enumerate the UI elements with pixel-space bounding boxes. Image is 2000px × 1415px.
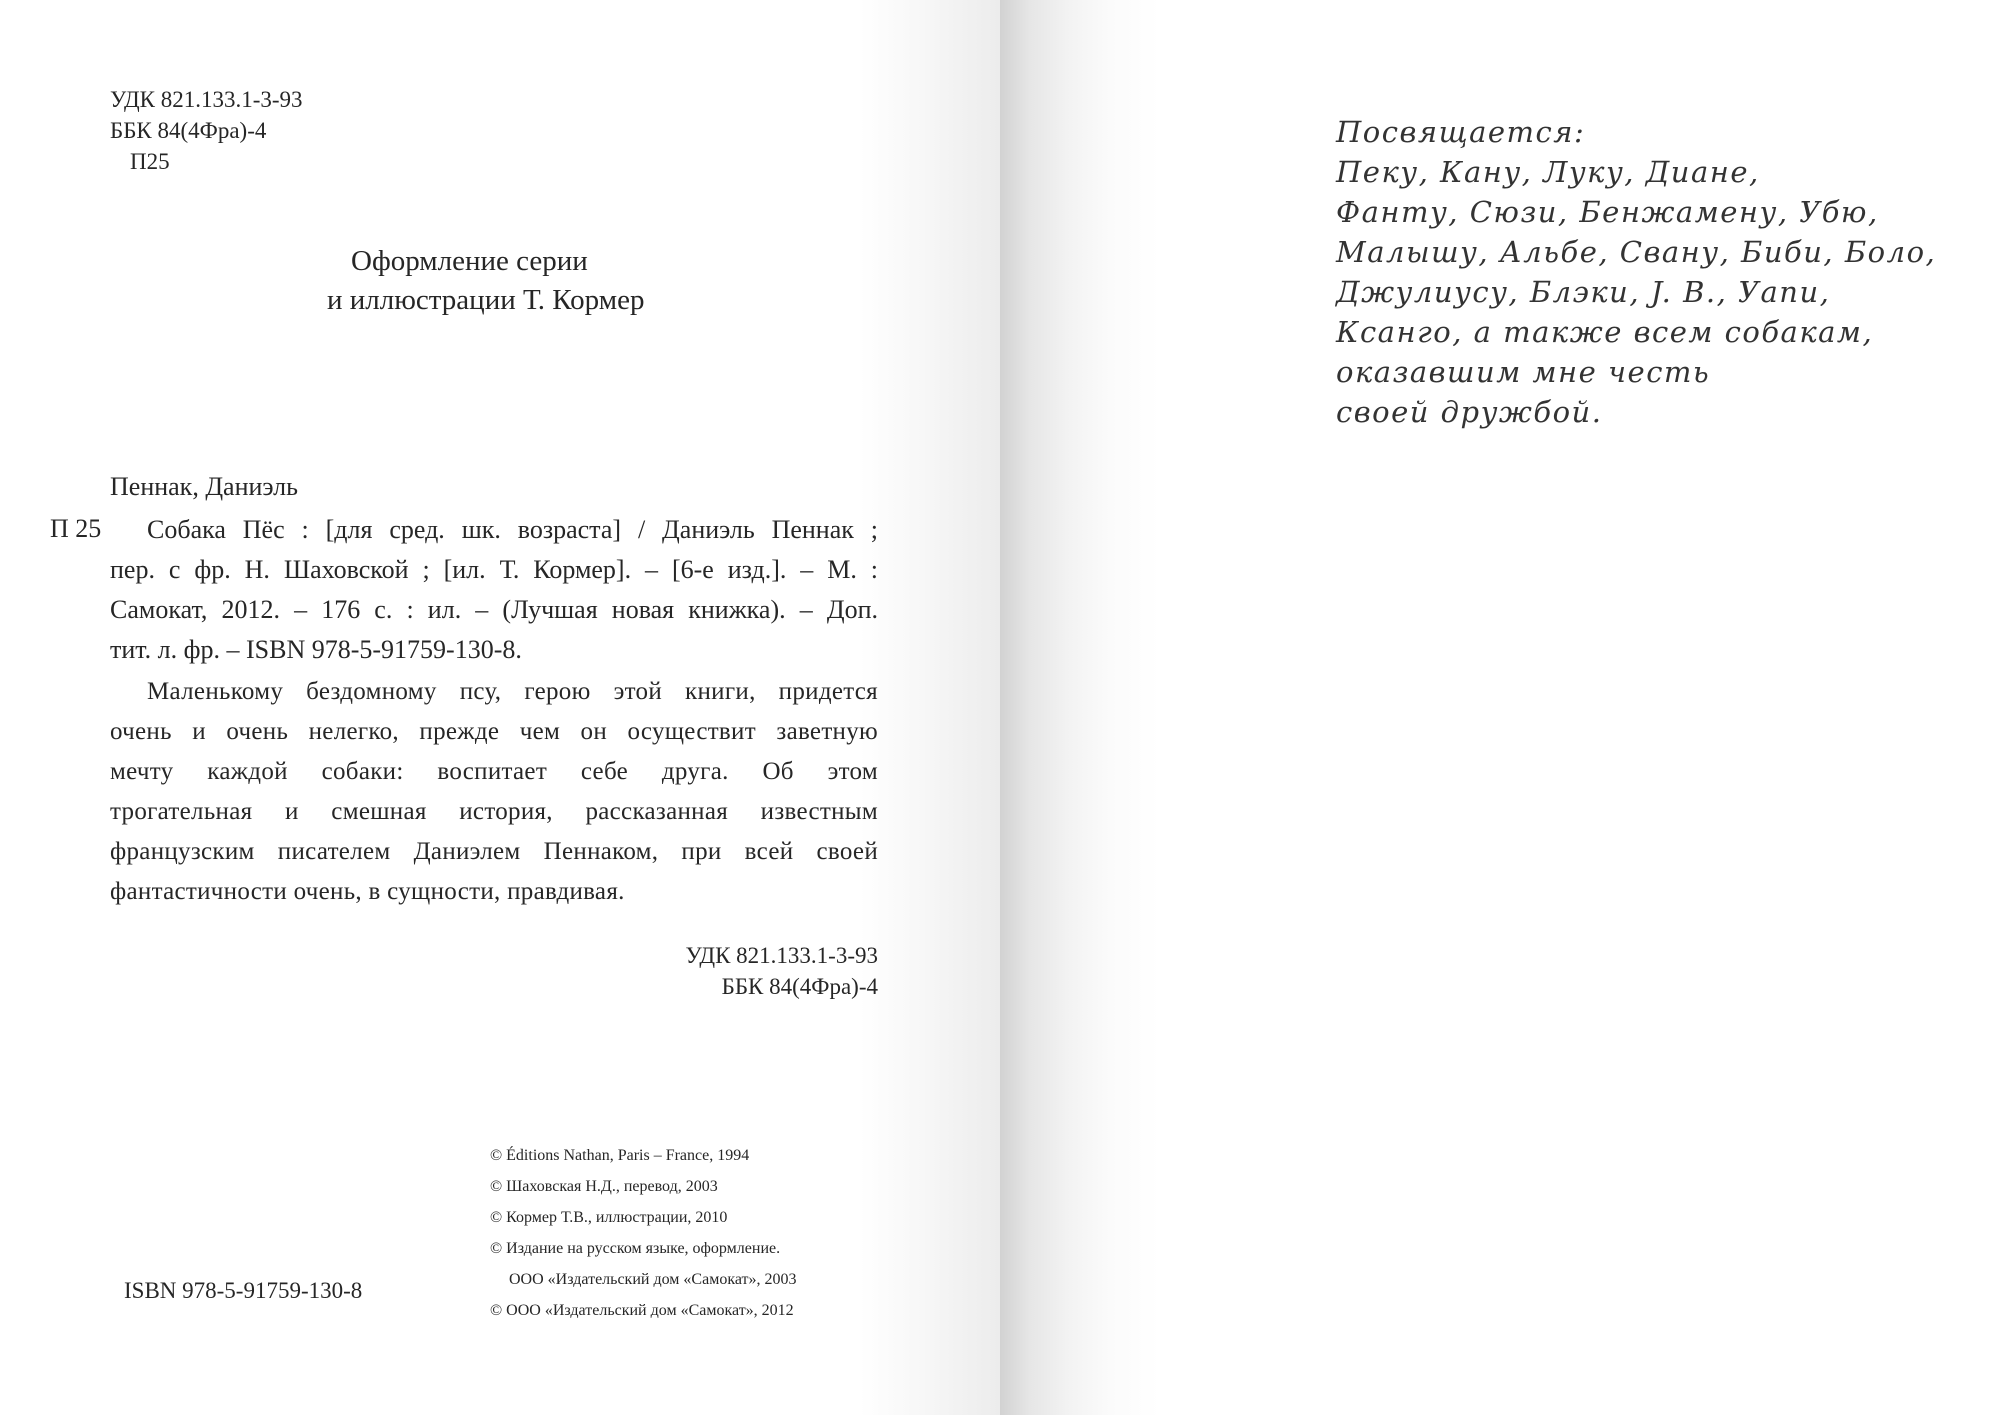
dedication-line-6: Ксанго, а также всем собакам, <box>1336 315 1874 349</box>
bib-line-4: тит. л. фр. – ISBN 978-5-91759-130-8. <box>110 635 522 664</box>
dedication-line-1: Посвящается: <box>1336 115 1586 149</box>
author-heading: Пеннак, Даниэль <box>110 472 298 501</box>
annotation-line-4: трогательная и смешная история, рассказанная известным <box>110 798 878 825</box>
bib-line-1: Собака Пёс : [для сред. шк. возраста] / Даниэль Пеннак ; <box>147 515 878 544</box>
udk-code-bottom: УДК 821.133.1-3-93 <box>685 943 878 968</box>
dedication-line-3: Фанту, Сюзи, Бенжамену, Убю, <box>1336 195 1879 229</box>
bibliographic-description <box>110 510 878 670</box>
design-credit <box>280 242 990 320</box>
annotation-line-1: Маленькому бездомному псу, герою этой книги, придется <box>147 678 878 705</box>
design-credit-line-2: и иллюстрации Т. Кормер <box>327 284 645 316</box>
dedication <box>1336 112 1936 432</box>
annotation-line-3: мечту каждой собаки: воспитает себе друга. Об этом <box>110 758 878 785</box>
catalog-code: П 25 <box>50 514 102 543</box>
right-page <box>1000 0 2000 1415</box>
bbk-code-bottom: ББК 84(4Фра)-4 <box>721 974 878 999</box>
bib-line-2: пер. с фр. Н. Шаховской ; [ил. Т. Кормер]. – [6-е изд.]. – М. : <box>110 555 878 584</box>
udk-header-block <box>110 84 303 177</box>
copyright-line-5: ООО «Издательский дом «Самокат», 2003 <box>509 1271 797 1288</box>
dedication-line-2: Пеку, Кану, Луку, Диане, <box>1336 155 1760 189</box>
dedication-line-8: своей дружбой. <box>1336 395 1603 429</box>
dedication-line-4: Малышу, Альбе, Свану, Биби, Боло, <box>1336 235 1937 269</box>
annotation-line-2: очень и очень нелегко, прежде чем он осуществит заветную <box>110 718 878 745</box>
copyright-line-1: © Éditions Nathan, Paris – France, 1994 <box>490 1147 750 1164</box>
author-index-code: П25 <box>130 149 170 174</box>
dedication-line-5: Джулиусу, Блэки, J. B., Уапи, <box>1336 275 1831 309</box>
annotation-line-5: французским писателем Даниэлем Пеннаком, при всей своей <box>110 838 878 865</box>
copyright-block <box>490 1140 797 1326</box>
copyright-line-6: © ООО «Издательский дом «Самокат», 2012 <box>490 1302 794 1319</box>
design-credit-line-1: Оформление серии <box>351 245 588 277</box>
copyright-line-3: © Кормер Т.В., иллюстрации, 2010 <box>490 1209 728 1226</box>
copyright-line-2: © Шаховская Н.Д., перевод, 2003 <box>490 1178 718 1195</box>
bbk-code: ББК 84(4Фра)-4 <box>110 118 267 143</box>
dedication-line-7: оказавшим мне честь <box>1336 355 1711 389</box>
annotation-line-6: фантастичности очень, в сущности, правдивая. <box>110 878 625 905</box>
udk-code: УДК 821.133.1-3-93 <box>110 87 303 112</box>
isbn: ISBN 978-5-91759-130-8 <box>124 1278 363 1303</box>
copyright-line-4: © Издание на русском языке, оформление. <box>490 1240 781 1257</box>
udk-footer-block <box>560 940 878 1002</box>
annotation <box>110 672 878 912</box>
bib-line-3: Самокат, 2012. – 176 с. : ил. – (Лучшая новая книжка). – Доп. <box>110 595 878 624</box>
